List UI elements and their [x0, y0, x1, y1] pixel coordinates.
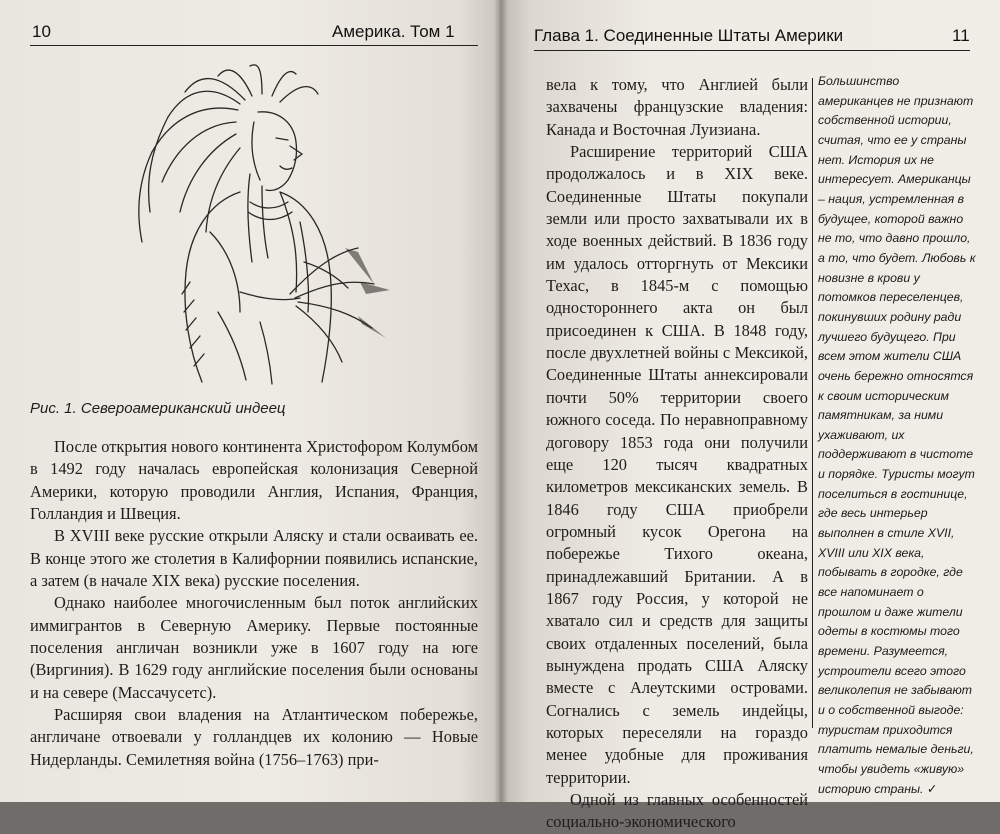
- figure-caption-label: Рис. 1.: [30, 400, 77, 417]
- right-paragraph-3: Одной из главных особенностей социально-экономического: [546, 790, 808, 832]
- sidebar-note-text: Большинство американцев не признают собственной истории, считая, что ее у страны нет. История их не интересует. Американцы – нация, устремленная в будущее, которой важно не то, что давно прошло, а то, что будет. Любовь к новизне в крови у потомков переселенцев, покинувших родину ради лучшего будущего. При всем этом жители США очень бережно относятся к своим историческим памятникам, за ними ухаживают, их поддерживают в чистоте и порядке. Туристы могут поселиться в гостинице, где весь интерьер выполнен в стиле XVII, XVIII или XIX века, побывать в городке, где все напоминает о прошлом и даже жители одеты в костюмы того времени. Разумеется, устроители всего этого великолепия не забывают и о собственной выгоде: туристам приходится платить немалые деньги, чтобы увидеть «живую» историю страны.: [818, 74, 976, 796]
- figure-caption: [30, 400, 286, 417]
- left-paragraph-1: После открытия нового континента Христофором Колумбом в 1492 году началась европейская колонизация Северной Америки, которую проводили Англия, Испания, Франция, Голландия и Швеция.: [30, 437, 478, 524]
- right-body-text: [546, 74, 808, 834]
- sidebar-note: [818, 72, 976, 799]
- native-american-chief-illustration: [90, 62, 400, 387]
- left-body-text: [30, 436, 478, 771]
- right-running-head: Глава 1. Соединенные Штаты Америки: [534, 26, 844, 45]
- sidebar-divider: [812, 78, 813, 728]
- right-paragraph-1: вела к тому, что Англией были захвачены французские владения: Канада и Восточная Луизиана.: [546, 75, 808, 139]
- right-page-number: 11: [952, 26, 970, 45]
- right-page: [500, 0, 1000, 832]
- left-paragraph-4: Расширяя свои владения на Атлантическом побережье, англичане отвоевали у голландцев их колонию — Новые Нидерланды. Семилетняя война (1756–1763) при-: [30, 705, 478, 769]
- left-page: [0, 0, 500, 802]
- left-page-number: 10: [32, 22, 51, 41]
- right-header-rule: [534, 50, 970, 51]
- left-running-head: Америка. Том 1: [332, 22, 455, 41]
- figure-caption-text: Североамериканский индеец: [80, 400, 286, 417]
- right-paragraph-2: Расширение территорий США продолжалось и в XIX веке. Соединенные Штаты покупали земли или просто захватывали их в ходе военных действий. В 1836 году им удалось отторгнуть от Мексики Техас, в 1845-м с помощью одностороннего акта он был присоединен к США. В 1848 году, после двухлетней войны с Мексикой, Соединенные Штаты аннексировали почти 50% территории своего южного соседа. По неравноправному договору 1853 года они получили еще 120 тысяч квадратных километров мексиканских земель. В 1846 году США приобрели огромный кусок Орегона на побережье Тихого океана, принадлежавший Британии. А в 1867 году Россия, у которой не хватало сил и средств для защиты своих отдаленных поселений, была вынуждена продать США Аляску вместе с Алеутскими островами. Согнались с земель индейцы, которых переселяли на гораздо менее удобные для проживания территории.: [546, 142, 808, 787]
- sidebar-end-mark: ✓: [926, 781, 938, 796]
- book-spine-shadow: [494, 0, 508, 802]
- left-paragraph-2: В XVIII веке русские открыли Аляску и стали осваивать ее. В конце этого же столетия в Калифорнии появились испанские, а затем (в начале XIX века) русские поселения.: [30, 526, 478, 591]
- left-paragraph-3: Однако наиболее многочисленным был поток английских иммигрантов в Северную Америку. Первые постоянные поселения англичан возникли уже в 1607 году на юге (Виргиния). В 1629 году английские поселения были основаны и на севере (Массачусетс).: [30, 593, 478, 702]
- left-header-rule: [30, 45, 478, 46]
